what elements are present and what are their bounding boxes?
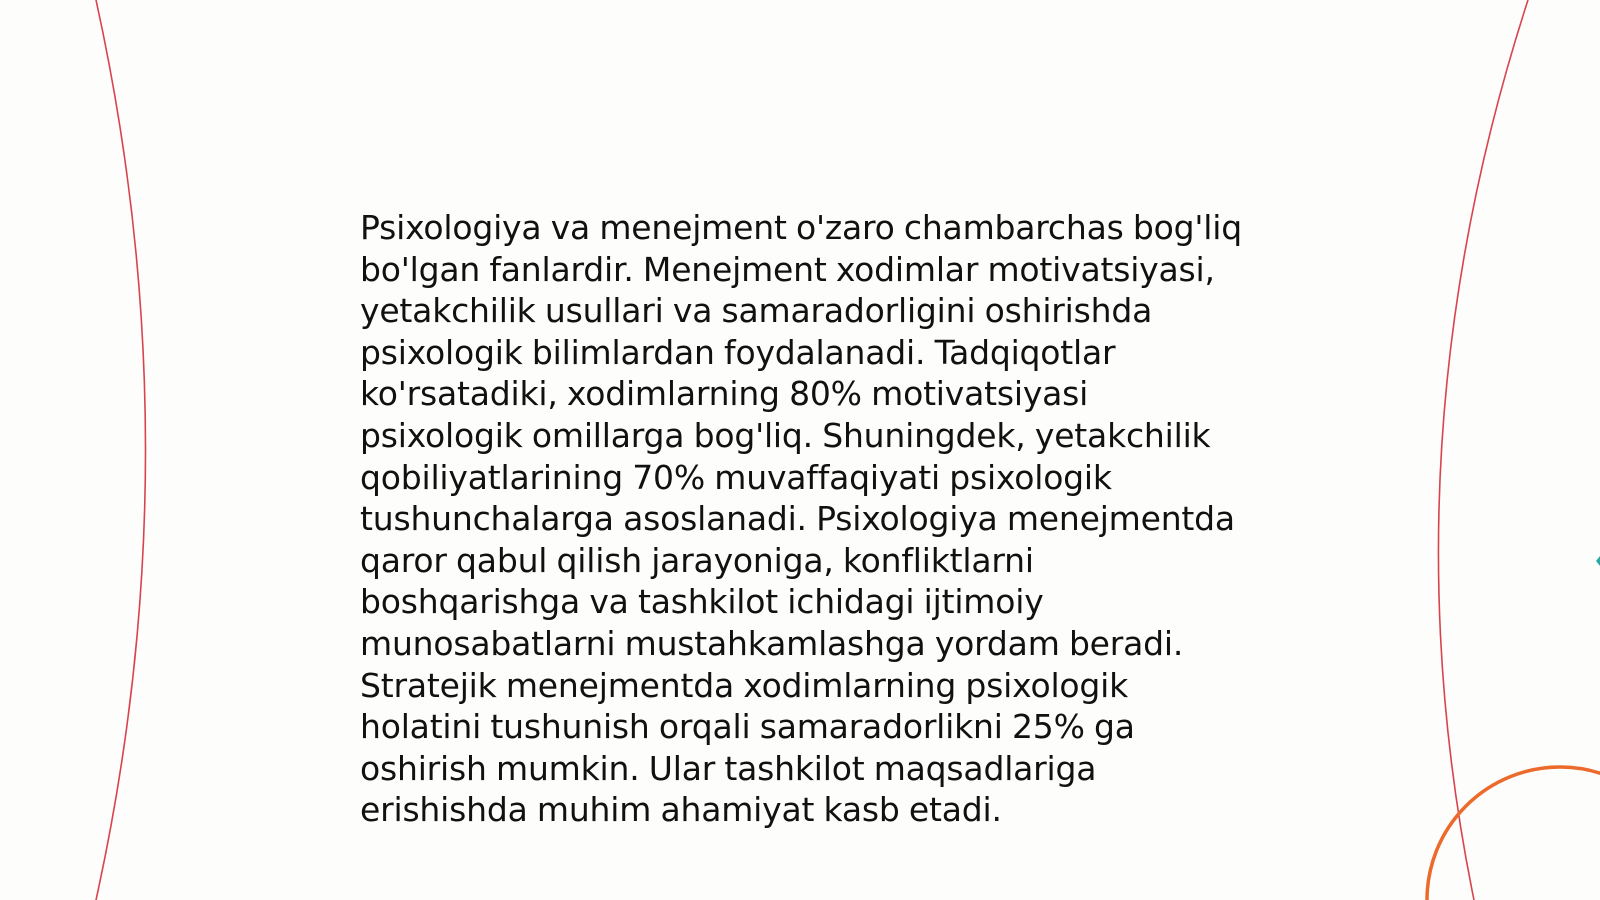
paragraph-line: oshirish mumkin. Ular tashkilot maqsadlariga [360, 748, 1097, 788]
paragraph-line: qobiliyatlarining 70% muvaffaqiyati psixologik [360, 457, 1112, 497]
paragraph-line: erishishda muhim ahamiyat kasb etadi. [360, 790, 1002, 830]
paragraph-line: munosabatlarni mustahkamlashga yordam beradi. [360, 623, 1184, 663]
paragraph-line: Psixologiya va menejment o'zaro chambarchas bog'liq [360, 208, 1242, 247]
accent-circle [1427, 767, 1600, 900]
paragraph-line: bo'lgan fanlardir. Menejment xodimlar motivatsiyasi, [360, 249, 1215, 289]
body-paragraph [360, 207, 1260, 831]
paragraph-line: psixologik bilimlardan foydalanadi. Tadqiqotlar [360, 332, 1116, 372]
paragraph-line: yetakchilik usullari va samaradorligini oshirishda [360, 291, 1153, 331]
left-curve-line [96, 0, 146, 900]
paragraph-line: ko'rsatadiki, xodimlarning 80% motivatsiyasi [360, 374, 1089, 414]
paragraph-line: tushunchalarga asoslanadi. Psixologiya menejmentda [360, 499, 1235, 539]
paragraph-line: boshqarishga va tashkilot ichidagi ijtimoiy [360, 582, 1044, 622]
accent-dot [1596, 556, 1600, 566]
right-curve-line [1438, 0, 1528, 900]
paragraph-line: Stratejik menejmentda xodimlarning psixologik [360, 665, 1129, 705]
paragraph-line: holatini tushunish orqali samaradorlikni 25% ga [360, 707, 1135, 747]
paragraph-line: qaror qabul qilish jarayoniga, konfliktlarni [360, 540, 1034, 580]
paragraph-line: psixologik omillarga bog'liq. Shuningdek, yetakchilik [360, 415, 1211, 455]
